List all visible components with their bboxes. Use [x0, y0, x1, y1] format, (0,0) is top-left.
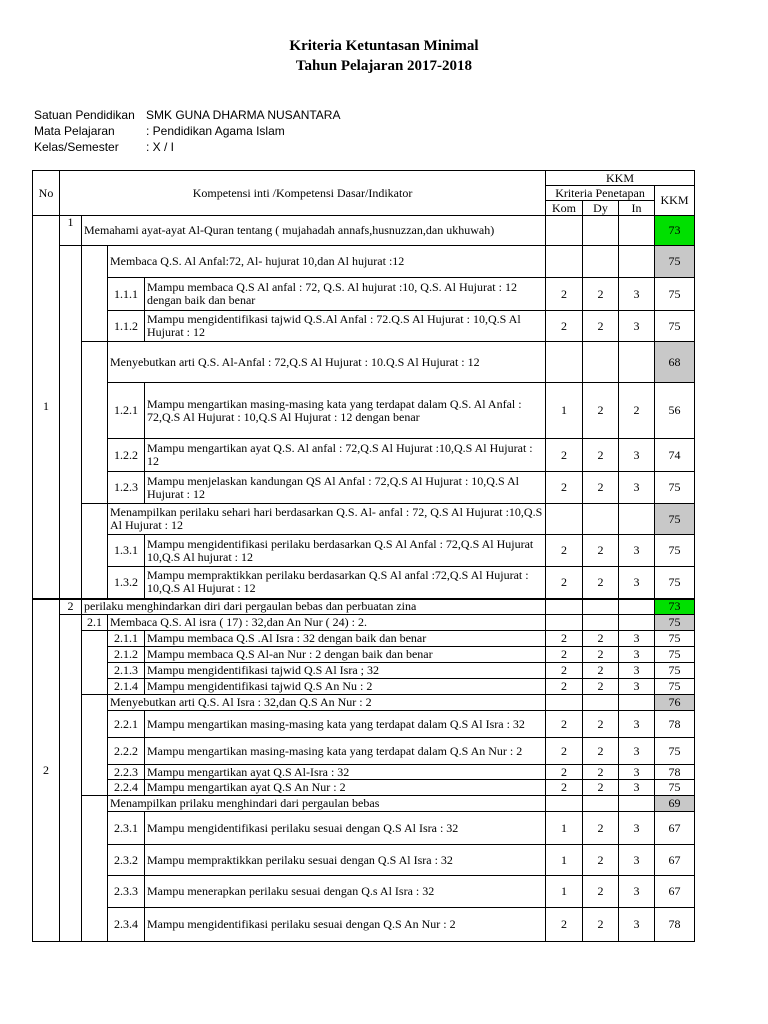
kkm-value: 75 [655, 679, 695, 695]
dy-value: 2 [583, 439, 619, 472]
in-value [619, 246, 655, 278]
dy-value: 2 [583, 567, 619, 599]
kom-value: 2 [546, 780, 583, 796]
in-value: 3 [619, 439, 655, 472]
indicator-number: 2.2.2 [108, 738, 145, 765]
kd-number [82, 246, 108, 342]
ki-spacer [60, 615, 82, 942]
in-value: 3 [619, 812, 655, 845]
table-row [33, 615, 695, 631]
table-row [33, 796, 695, 812]
kd-description: Menampilkan prilaku menghindari dari pergaulan bebas [108, 796, 546, 812]
kkm-value: 75 [655, 738, 695, 765]
kom-value [546, 599, 583, 615]
kkm-value: 73 [655, 599, 695, 615]
kd-description: Menyebutkan arti Q.S. Al Isra : 32,dan Q.S An Nur : 2 [108, 695, 546, 711]
kd-number [82, 631, 108, 695]
table-row [33, 845, 695, 876]
kkm-value: 75 [655, 631, 695, 647]
kom-value: 2 [546, 647, 583, 663]
dy-value: 2 [583, 738, 619, 765]
dy-value [583, 216, 619, 246]
indicator-number: 1.2.1 [108, 383, 145, 439]
in-value: 2 [619, 383, 655, 439]
indicator-number: 2.3.4 [108, 908, 145, 942]
table-row [33, 631, 695, 647]
in-value [619, 695, 655, 711]
in-value [619, 599, 655, 615]
kom-value: 2 [546, 711, 583, 738]
table-row [33, 765, 695, 780]
kkm-value: 75 [655, 615, 695, 631]
kd-description: Menyebutkan arti Q.S. Al-Anfal : 72,Q.S Al Hujurat : 10.Q.S Al Hujurat : 12 [108, 342, 546, 383]
meta-value: : Pendidikan Agama Islam [146, 124, 285, 138]
in-value: 3 [619, 738, 655, 765]
indicator-text: Mampu mempraktikkan perilaku sesuai dengan Q.S Al Isra : 32 [145, 845, 546, 876]
table-row [33, 780, 695, 796]
indicator-text: Mampu menerapkan perilaku sesuai dengan Q.s Al Isra : 32 [145, 876, 546, 908]
ki-description: Memahami ayat-ayat Al-Quran tentang ( mujahadah annafs,husnuzzan,dan ukhuwah) [82, 216, 546, 246]
dy-value [583, 615, 619, 631]
document-meta [34, 107, 340, 155]
kkm-value: 74 [655, 439, 695, 472]
kkm-value: 75 [655, 535, 695, 567]
meta-row [34, 107, 340, 123]
header-in: In [619, 201, 655, 216]
kkm-value: 75 [655, 780, 695, 796]
row-no: 1 [33, 216, 60, 599]
ki-number: 1 [60, 216, 82, 246]
kom-value: 2 [546, 679, 583, 695]
meta-row [34, 139, 340, 155]
header-no: No [33, 171, 60, 216]
kom-value: 2 [546, 278, 583, 311]
table-row [33, 876, 695, 908]
table-row [33, 311, 695, 342]
indicator-text: Mampu mengartikan ayat Q.S Al-Isra : 32 [145, 765, 546, 780]
table-row [33, 647, 695, 663]
dy-value: 2 [583, 765, 619, 780]
meta-label: Satuan Pendidikan [34, 108, 135, 122]
header-kompetensi: Kompetensi inti /Kompetensi Dasar/Indikator [60, 171, 546, 216]
kom-value [546, 695, 583, 711]
kd-description: Menampilkan perilaku sehari hari berdasarkan Q.S. Al- anfal : 72, Q.S Al Hujurat :10,Q.S Al Hujurat : 12 [108, 504, 546, 535]
indicator-text: Mampu menjelaskan kandungan QS Al Anfal : 72,Q.S Al Hujurat : 10,Q.S Al Hujurat : 12 [145, 472, 546, 504]
kkm-value: 56 [655, 383, 695, 439]
kkm-value: 76 [655, 695, 695, 711]
header-kkm-group: KKM [546, 171, 695, 186]
in-value: 3 [619, 845, 655, 876]
kkm-value: 78 [655, 908, 695, 942]
dy-value [583, 246, 619, 278]
indicator-number: 2.3.1 [108, 812, 145, 845]
indicator-text: Mampu mengartikan ayat Q.S. Al anfal : 72,Q.S Al Hujurat :10,Q.S Al Hujurat : 12 [145, 439, 546, 472]
dy-value: 2 [583, 472, 619, 504]
dy-value: 2 [583, 908, 619, 942]
table-row [33, 663, 695, 679]
kkm-value: 75 [655, 311, 695, 342]
table-row [33, 216, 695, 246]
in-value: 3 [619, 679, 655, 695]
kkm-value: 67 [655, 812, 695, 845]
kd-number: 2.1 [82, 615, 108, 631]
table-row [33, 908, 695, 942]
kd-description: Membaca Q.S. Al isra ( 17) : 32,dan An Nur ( 24) : 2. [108, 615, 546, 631]
kkm-value: 69 [655, 796, 695, 812]
dy-value: 2 [583, 383, 619, 439]
table-row [33, 342, 695, 383]
kkm-value: 73 [655, 216, 695, 246]
indicator-number: 2.1.1 [108, 631, 145, 647]
kkm-value: 75 [655, 567, 695, 599]
table-row [33, 567, 695, 599]
kkm-value: 75 [655, 663, 695, 679]
kkm-value: 75 [655, 246, 695, 278]
dy-value: 2 [583, 812, 619, 845]
indicator-number: 2.2.3 [108, 765, 145, 780]
row-no: 2 [33, 599, 60, 942]
kkm-value: 67 [655, 876, 695, 908]
indicator-number: 2.3.3 [108, 876, 145, 908]
document-subtitle: Tahun Pelajaran 2017-2018 [295, 58, 473, 74]
kd-number [82, 504, 108, 599]
in-value: 3 [619, 472, 655, 504]
kom-value [546, 504, 583, 535]
in-value: 3 [619, 567, 655, 599]
in-value: 3 [619, 780, 655, 796]
indicator-text: Mampu mengidentifikasi tajwid Q.S Al Isra ; 32 [145, 663, 546, 679]
indicator-number: 2.2.4 [108, 780, 145, 796]
kom-value [546, 342, 583, 383]
dy-value: 2 [583, 780, 619, 796]
ki-number: 2 [60, 599, 82, 615]
kkm-value: 75 [655, 278, 695, 311]
indicator-number: 2.2.1 [108, 711, 145, 738]
dy-value: 2 [583, 679, 619, 695]
dy-value [583, 695, 619, 711]
meta-row [34, 123, 340, 139]
indicator-text: Mampu mengartikan masing-masing kata yang terdapat dalam Q.S An Nur : 2 [145, 738, 546, 765]
dy-value [583, 504, 619, 535]
dy-value: 2 [583, 663, 619, 679]
in-value: 3 [619, 631, 655, 647]
dy-value: 2 [583, 535, 619, 567]
header-kriteria: Kriteria Penetapan [546, 186, 655, 201]
in-value [619, 796, 655, 812]
kkm-value: 78 [655, 711, 695, 738]
in-value: 3 [619, 535, 655, 567]
header-kkm: KKM [655, 186, 695, 216]
in-value: 3 [619, 663, 655, 679]
kd-number [82, 695, 108, 796]
indicator-number: 2.3.2 [108, 845, 145, 876]
kom-value [546, 615, 583, 631]
kom-value: 2 [546, 311, 583, 342]
indicator-text: Mampu mengidentifikasi tajwid Q.S An Nu : 2 [145, 679, 546, 695]
indicator-text: Mampu mengartikan masing-masing kata yang terdapat dalam Q.S. Al Anfal : 72,Q.S Al Hujurat : 10,Q.S Al Hujurat : 12 dengan benar [145, 383, 546, 439]
in-value: 3 [619, 711, 655, 738]
meta-label: Kelas/Semester [34, 140, 119, 154]
in-value: 3 [619, 908, 655, 942]
dy-value: 2 [583, 845, 619, 876]
table-row [33, 812, 695, 845]
in-value: 3 [619, 647, 655, 663]
indicator-text: Mampu mengartikan masing-masing kata yang terdapat dalam Q.S Al Isra : 32 [145, 711, 546, 738]
dy-value [583, 342, 619, 383]
indicator-text: Mampu mengidentifikasi perilaku sesuai dengan Q.S An Nur : 2 [145, 908, 546, 942]
table-row [33, 599, 695, 615]
header-kom: Kom [546, 201, 583, 216]
dy-value [583, 599, 619, 615]
indicator-number: 1.2.3 [108, 472, 145, 504]
document-title: Kriteria Ketuntasan Minimal [289, 38, 479, 54]
kom-value: 2 [546, 663, 583, 679]
kom-value: 2 [546, 738, 583, 765]
kom-value: 2 [546, 535, 583, 567]
table-row [33, 738, 695, 765]
indicator-number: 1.3.2 [108, 567, 145, 599]
indicator-text: Mampu mempraktikkan perilaku berdasarkan Q.S Al anfal :72,Q.S Al Hujurat : 10,Q.S Al Hujurat : 12 [145, 567, 546, 599]
indicator-text: Mampu mengidentifikasi perilaku berdasarkan Q.S Al Anfal : 72,Q.S Al Hujurat 10,Q.S Al hujurat : 12 [145, 535, 546, 567]
ki-spacer [60, 246, 82, 599]
dy-value: 2 [583, 631, 619, 647]
table-row [33, 383, 695, 439]
indicator-text: Mampu membaca Q.S .Al Isra : 32 dengan baik dan benar [145, 631, 546, 647]
indicator-text: Mampu membaca Q.S Al anfal : 72, Q.S. Al hujurat :10, Q.S. Al Hujurat : 12 dengan baik dan benar [145, 278, 546, 311]
table-row [33, 246, 695, 278]
table-row [33, 535, 695, 567]
dy-value: 2 [583, 278, 619, 311]
in-value: 3 [619, 765, 655, 780]
table-row [33, 711, 695, 738]
meta-label: Mata Pelajaran [34, 124, 115, 138]
in-value [619, 342, 655, 383]
indicator-number: 2.1.3 [108, 663, 145, 679]
indicator-number: 2.1.4 [108, 679, 145, 695]
indicator-text: Mampu mengidentifikasi perilaku sesuai dengan Q.S Al Isra : 32 [145, 812, 546, 845]
indicator-text: Mampu mengartikan ayat Q.S An Nur : 2 [145, 780, 546, 796]
dy-value: 2 [583, 647, 619, 663]
kom-value: 2 [546, 631, 583, 647]
in-value: 3 [619, 876, 655, 908]
kkm-value: 75 [655, 472, 695, 504]
kkm-value: 78 [655, 765, 695, 780]
kom-value: 2 [546, 765, 583, 780]
kom-value [546, 216, 583, 246]
kom-value: 1 [546, 812, 583, 845]
in-value: 3 [619, 311, 655, 342]
indicator-number: 1.2.2 [108, 439, 145, 472]
table-row [33, 504, 695, 535]
kd-number [82, 796, 108, 942]
in-value: 3 [619, 278, 655, 311]
kom-value: 1 [546, 383, 583, 439]
dy-value: 2 [583, 311, 619, 342]
kkm-value: 67 [655, 845, 695, 876]
table-body [33, 216, 695, 942]
meta-value: : X / I [146, 140, 175, 154]
dy-value: 2 [583, 876, 619, 908]
in-value [619, 216, 655, 246]
kd-number [82, 342, 108, 504]
kom-value [546, 796, 583, 812]
in-value [619, 504, 655, 535]
indicator-text: Mampu mengidentifikasi tajwid Q.S.Al Anfal : 72.Q.S Al Hujurat : 10,Q.S Al Hujurat : 12 [145, 311, 546, 342]
kom-value: 1 [546, 876, 583, 908]
kom-value: 2 [546, 908, 583, 942]
table-row [33, 278, 695, 311]
kom-value: 2 [546, 472, 583, 504]
table-row [33, 695, 695, 711]
kom-value: 2 [546, 567, 583, 599]
table-row [33, 472, 695, 504]
kom-value: 2 [546, 439, 583, 472]
in-value [619, 615, 655, 631]
kom-value [546, 246, 583, 278]
kkm-value: 68 [655, 342, 695, 383]
table-row [33, 439, 695, 472]
indicator-text: Mampu membaca Q.S Al-an Nur : 2 dengan baik dan benar [145, 647, 546, 663]
table-row [33, 679, 695, 695]
indicator-number: 1.1.2 [108, 311, 145, 342]
indicator-number: 2.1.2 [108, 647, 145, 663]
kom-value: 1 [546, 845, 583, 876]
kkm-value: 75 [655, 647, 695, 663]
meta-value: SMK GUNA DHARMA NUSANTARA [146, 108, 341, 122]
indicator-number: 1.1.1 [108, 278, 145, 311]
kkm-value: 75 [655, 504, 695, 535]
kd-description: Membaca Q.S. Al Anfal:72, Al- hujurat 10,dan Al hujurat :12 [108, 246, 546, 278]
kkm-table [32, 170, 695, 942]
header-dy: Dy [583, 201, 619, 216]
indicator-number: 1.3.1 [108, 535, 145, 567]
dy-value [583, 796, 619, 812]
ki-description: perilaku menghindarkan diri dari pergaulan bebas dan perbuatan zina [82, 599, 546, 615]
dy-value: 2 [583, 711, 619, 738]
